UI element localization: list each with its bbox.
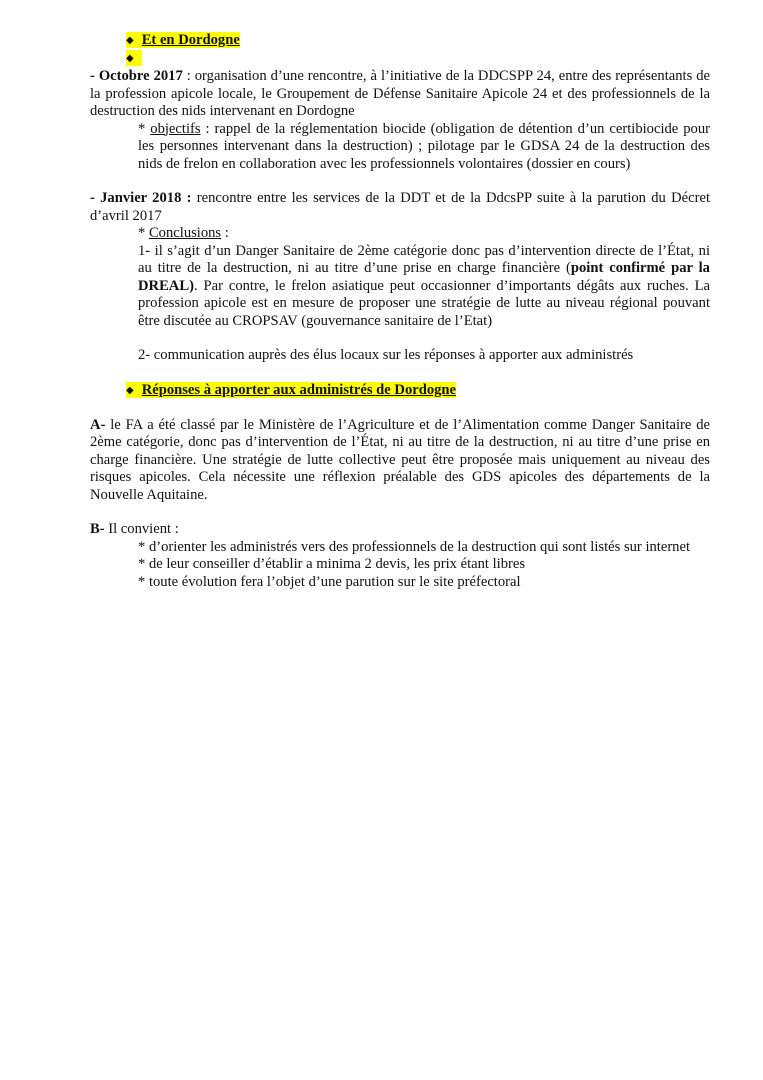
paragraph-text: : organisation d’une rencontre, à l’initiative de la DDCSPP 24, entre des représentants de la profession apicole locale, le Groupement de Défense Sanitaire Apicole 24 et des professionnels de la destruction des nids intervenant en Dordogne [90, 68, 710, 119]
diamond-bullet-icon: ◆ [126, 384, 134, 396]
section-heading-dordogne [90, 32, 710, 50]
paragraph-octobre-2017 [90, 68, 710, 121]
point-text: 1- il s’agit d’un Danger Sanitaire de 2ème catégorie donc pas d’intervention directe de l’État, ni au titre de la destruction, ni au titre d’une prise en charge financière ( [138, 242, 710, 276]
asterisk: * [138, 225, 149, 241]
objectifs-label: objectifs [150, 120, 201, 137]
list-item: * toute évolution fera l’objet d’une parution sur le site préfectoral [138, 573, 521, 590]
section-heading-reponses [90, 382, 710, 400]
section-title: Et en Dordogne [141, 32, 240, 48]
highlight [126, 32, 240, 48]
diamond-bullet-icon: ◆ [126, 53, 134, 64]
document-page [90, 32, 710, 591]
highlight [126, 50, 142, 66]
list-item: * de leur conseiller d’établir a minima 2 devis, les prix étant libres [138, 556, 526, 572]
paragraph-a [90, 417, 710, 505]
recommendations-list [138, 539, 710, 592]
label-a: A- [90, 416, 106, 433]
date-label: - Octobre 2017 [90, 68, 183, 84]
paragraph-text: rencontre entre les services de la DDT et de la DdcsPP suite à la parution du Décret d’avril 2017 [90, 190, 711, 224]
label-b: B- [90, 521, 105, 537]
asterisk: * [138, 120, 151, 137]
conclusion-point-1 [138, 243, 710, 331]
paragraph-text: Il convient : [104, 521, 179, 537]
paragraph-janvier-2018 [90, 190, 710, 225]
point-text: . Par contre, le frelon asiatique peut occasionner d’importants dégâts aux ruches. La profession apicole est en mesure de proposer une stratégie de lutte au niveau régional pouvant être discutée au CROPSAV (gouvernance sanitaire de l’Etat) [138, 277, 710, 329]
conclusions-heading [138, 225, 710, 243]
conclusions-label: Conclusions [148, 225, 222, 241]
paragraph-b [90, 521, 710, 539]
section-title: Réponses à apporter aux administrés de Dordogne [141, 381, 457, 398]
paragraph-text: le FA a été classé par le Ministère de l’Agriculture et de l’Alimentation comme Danger Sanitaire de 2ème catégorie, donc pas d’intervention de l’État, ni au titre de la destruction, ni au titre d’une prise en charge financière. Une stratégie de lutte collective peut être proposée mais uniquement au niveau des risques apicoles. Cela nécessite une réflexion préalable des GDS apicoles des départements de la Nouvelle Aquitaine. [90, 416, 710, 503]
colon: : [221, 225, 229, 241]
point-bold: point confirmé par la DREAL) [138, 260, 710, 294]
diamond-bullet-icon: ◆ [126, 35, 134, 46]
highlight [126, 382, 456, 398]
list-item: * d’orienter les administrés vers des professionnels de la destruction qui sont listés sur internet [138, 538, 691, 555]
objectifs-note [138, 121, 710, 174]
objectifs-text: : rappel de la réglementation biocide (obligation de détention d’un certibiocide pour les personnes intervenant dans la destruction) ; pilotage par le GDSA 24 de la destruction des nids de frelon en collaboration avec les professionnels volontaires (dossier en cours) [138, 120, 710, 172]
empty-bullet-line [90, 50, 710, 68]
conclusion-point-2: 2- communication auprès des élus locaux sur les réponses à apporter aux administrés [138, 347, 634, 363]
date-label: - Janvier 2018 : [90, 190, 192, 206]
